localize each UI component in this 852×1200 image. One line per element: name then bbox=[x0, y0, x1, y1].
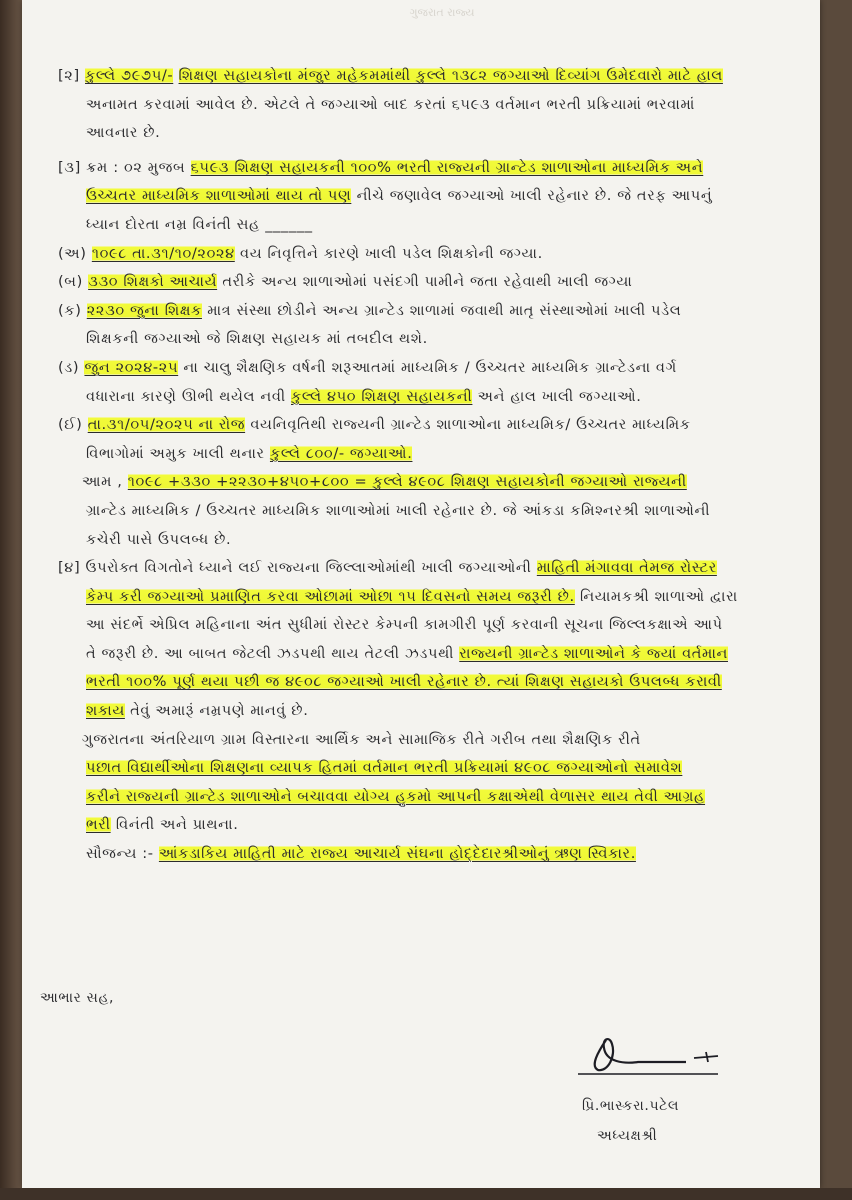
text-segment: ધ્યાન દોરતા નમ્ર વિનંતી સહ ______ bbox=[86, 215, 313, 233]
highlighted-text: કુલ્લે ૮૦૦/- જગ્યાઓ. bbox=[269, 444, 413, 462]
text-segment: ના ચાલુ શૈક્ષણિક વર્ષની શરૂઆતમાં માધ્યમિક / ઉચ્ચતર માધ્યમિક ગ્રાન્ટેડના વર્ગ bbox=[178, 358, 677, 376]
closing-text: આભાર સહ, bbox=[40, 990, 115, 1006]
highlighted-text: આંકડાકિય માહિતી માટે રાજ્ય આચાર્ય સંઘના હોદ્દેદારશ્રીઓનું ઋણ સ્વિકાર. bbox=[158, 845, 636, 863]
text-line bbox=[58, 497, 816, 526]
paragraph-3 bbox=[58, 154, 816, 240]
text-segment: આમ , bbox=[82, 473, 128, 491]
highlighted-text: ૬૫૯૩ શિક્ષણ સહાયકની ૧૦૦% ભરતી રાજ્યની ગ્રાન્ટેડ શાળાઓના માધ્યમિક અને bbox=[190, 158, 704, 176]
highlighted-text: કેમ્પ કરી જગ્યાઓ પ્રમાણિત કરવા ઓછામાં ઓછા ૧૫ દિવસનો સમય જરૂરી છે. bbox=[86, 587, 575, 605]
text-segment: સૌજન્ય :- bbox=[86, 845, 159, 863]
highlighted-text: ભરી bbox=[86, 816, 111, 834]
text-line bbox=[58, 840, 816, 869]
text-segment: [૨] bbox=[58, 67, 85, 84]
text-line bbox=[58, 62, 816, 91]
signatory-name: પ્રિ.ભાસ્કરા.પટેલ bbox=[582, 1098, 680, 1114]
text-line bbox=[58, 268, 816, 297]
highlighted-text: ૧૦૯૮ તા.૩૧/૧૦/૨૦૨૪ bbox=[91, 244, 235, 262]
text-segment: માત્ર સંસ્થા છોડીને અન્ય ગ્રાન્ટેડ શાળામાં જવાથી માતૃ સંસ્થાઓમાં ખાલી પડેલ bbox=[201, 301, 682, 319]
paragraph-4 bbox=[58, 554, 816, 869]
highlighted-text: રાજ્યની ગ્રાન્ટેડ શાળાઓને કે જ્યાં વર્તમાન bbox=[459, 644, 728, 662]
text-segment: વિનંતી અને પ્રાથના. bbox=[110, 816, 239, 834]
text-line bbox=[58, 583, 816, 612]
summary-paragraph bbox=[58, 468, 816, 554]
text-segment: વય નિવૃત્તિને કારણે ખાલી પડેલ શિક્ષકોની જગ્યા. bbox=[234, 244, 543, 262]
text-line bbox=[58, 119, 816, 148]
highlighted-text: માહિતી મંગાવવા તેમજ રોસ્ટર bbox=[536, 559, 717, 577]
text-segment: તેવું અમારૂં નમ્રપણે માનવું છે. bbox=[124, 702, 309, 720]
text-line bbox=[58, 211, 816, 240]
text-line bbox=[58, 640, 816, 669]
text-segment: તે જરૂરી છે. આ બાબત જેટલી ઝડપથી થાય તેટલી ઝડપથી bbox=[86, 644, 460, 662]
text-segment: (બ) bbox=[58, 273, 89, 291]
text-segment: (ડ) bbox=[58, 358, 85, 376]
highlighted-text: કુલ્લે ૪૫૦ શિક્ષણ સહાયકની bbox=[291, 387, 473, 405]
paragraph-2 bbox=[58, 62, 816, 148]
highlighted-text: ૩૩૦ શિક્ષકો આચાર્ય bbox=[88, 273, 218, 291]
highlighted-text: ૨૨૩૦ જુના શિક્ષક bbox=[86, 301, 202, 319]
text-segment: (ક) bbox=[58, 301, 87, 319]
highlighted-text: શિક્ષણ સહાયકોના મંજુર મહેકમમાંથી કુલ્લે ૧૩૮૨ જગ્યાઓ દિવ્યાંગ ઉમેદવારો માટે હાલ bbox=[178, 67, 723, 84]
text-segment: આ સંદર્ભે એપ્રિલ મહિનાના અંત સુધીમાં રોસ્ટર કેમ્પની કામગીરી પૂર્ણ કરવાની સૂચના જિલ્લકક્ષાએ આપે bbox=[86, 616, 723, 634]
text-segment: શિક્ષકની જગ્યાઓ જે શિક્ષણ સહાયક માં તબદીલ થશે. bbox=[86, 330, 428, 348]
text-line bbox=[58, 754, 816, 783]
text-line bbox=[58, 726, 816, 755]
highlighted-text: તા.૩૧/૦૫/૨૦૨૫ ના રોજ bbox=[87, 416, 246, 434]
desk-edge-bottom bbox=[0, 1188, 852, 1200]
highlighted-text: પછાત વિદ્યાર્થીઓના શિક્ષણના વ્યાપક હિતમાં વર્તમાન ભરતી પ્રક્રિયામાં ૪૯૦૮ જગ્યાઓનો સમાવેશ bbox=[86, 759, 683, 777]
text-line bbox=[58, 182, 816, 211]
highlighted-text: કુલ્લે ૭૯૭૫/- bbox=[85, 67, 174, 84]
text-segment: વયનિવૃતિથી રાજ્યની ગ્રાન્ટેડ શાળાઓના માધ્યમિક/ ઉચ્ચતર માધ્યમિક bbox=[245, 416, 691, 434]
text-segment: અને હાલ ખાલી જગ્યાઓ. bbox=[472, 387, 642, 405]
text-line bbox=[58, 325, 816, 354]
text-segment: ગ્રાન્ટેડ માધ્યમિક / ઉચ્ચતર માધ્યમિક શાળાઓમાં ખાલી રહેનાર છે. જે આંકડા કમિશ્નરશ્રી શાળાઓની bbox=[86, 501, 711, 519]
text-segment: તરીકે અન્ય શાળાઓમાં પસંદગી પામીને જતા રહેવાથી ખાલી જગ્યા bbox=[217, 273, 633, 291]
text-line bbox=[58, 240, 816, 269]
highlighted-text: ૧૦૯૮ +૩૩૦ +૨૨૩૦+૪૫૦+૮૦૦ = કુલ્લે ૪૯૦૮ શિક્ષણ સહાયકોની જગ્યાઓ રાજ્યની bbox=[127, 473, 687, 491]
text-line bbox=[58, 526, 816, 555]
text-segment: નીચે જણાવેલ જગ્યાઓ ખાલી રહેનાર છે. જે તરફ આપનું bbox=[351, 187, 713, 205]
text-line bbox=[58, 440, 816, 469]
text-segment bbox=[173, 67, 178, 84]
text-line bbox=[58, 783, 816, 812]
text-segment: [૩] ક્રમ : ૦૨ મુજબ bbox=[58, 158, 191, 176]
highlighted-text: શકાય bbox=[86, 702, 125, 720]
text-segment: નિયામકશ્રી શાળાઓ દ્વારા bbox=[574, 587, 738, 605]
text-segment: (અ) bbox=[58, 244, 92, 262]
text-line bbox=[58, 611, 816, 640]
text-segment: વધારાના કારણે ઊભી થયેલ નવી bbox=[86, 387, 291, 405]
text-line bbox=[58, 354, 816, 383]
highlighted-text: જુન ૨૦૨૪-૨૫ bbox=[84, 358, 179, 376]
text-line bbox=[58, 468, 816, 497]
vacancy-items-list bbox=[58, 240, 816, 469]
text-segment: આવનાર છે. bbox=[86, 124, 161, 142]
text-segment: વિભાગોમાં અમુક ખાલી થનાર bbox=[86, 444, 270, 462]
text-line bbox=[58, 668, 816, 697]
highlighted-text: ભરતી ૧૦૦% પૂર્ણ થયા પછી જ ૪૯૦૮ જગ્યાઓ ખાલી રહેનાર છે. ત્યાં શિક્ષણ સહાયકો ઉપલબ્ધ કરાવી bbox=[86, 673, 722, 691]
faint-letterhead: ગુજરાત રાજ્ય bbox=[409, 6, 475, 19]
text-segment: અનામત કરવામાં આવેલ છે. એટલે તે જગ્યાઓ બાદ કરતાં ૬૫૯૩ વર્તમાન ભરતી પ્રક્રિયામાં ભરવામાં bbox=[86, 95, 695, 113]
text-segment: [૪] ઉપરોક્ત વિગતોને ધ્યાને લઈ રાજ્યના જિલ્લાઓમાંથી ખાલી જગ્યાઓની bbox=[58, 559, 537, 577]
highlighted-text: ઉચ્ચતર માધ્યમિક શાળાઓમાં થાય તો પણ bbox=[86, 187, 352, 205]
letter-body bbox=[58, 62, 816, 869]
text-line bbox=[58, 383, 816, 412]
highlighted-text: કરીને રાજ્યની ગ્રાન્ટેડ શાળાઓને બચાવવા યોગ્ય હુકમો આપની કક્ષાએથી વેળાસર થાય તેવી આગ્રહ bbox=[86, 787, 706, 805]
text-segment: (ઈ) bbox=[58, 416, 88, 434]
text-segment: ગુજરાતના અંતરિયાળ ગ્રામ વિસ્તારના આર્થિક અને સામાજિક રીતે ગરીબ તથા શૈક્ષણિક રીતે bbox=[82, 730, 641, 748]
handwritten-signature bbox=[568, 1022, 738, 1082]
text-line bbox=[58, 554, 816, 583]
text-line bbox=[58, 154, 816, 183]
signatory-title: અધ્યક્ષશ્રી bbox=[597, 1128, 658, 1144]
text-segment: કચેરી પાસે ઉપલબ્ધ છે. bbox=[86, 530, 232, 548]
text-line bbox=[58, 697, 816, 726]
desk-edge-left bbox=[0, 0, 22, 1200]
text-line bbox=[58, 811, 816, 840]
text-line bbox=[58, 91, 816, 120]
text-line bbox=[58, 297, 816, 326]
text-line bbox=[58, 411, 816, 440]
